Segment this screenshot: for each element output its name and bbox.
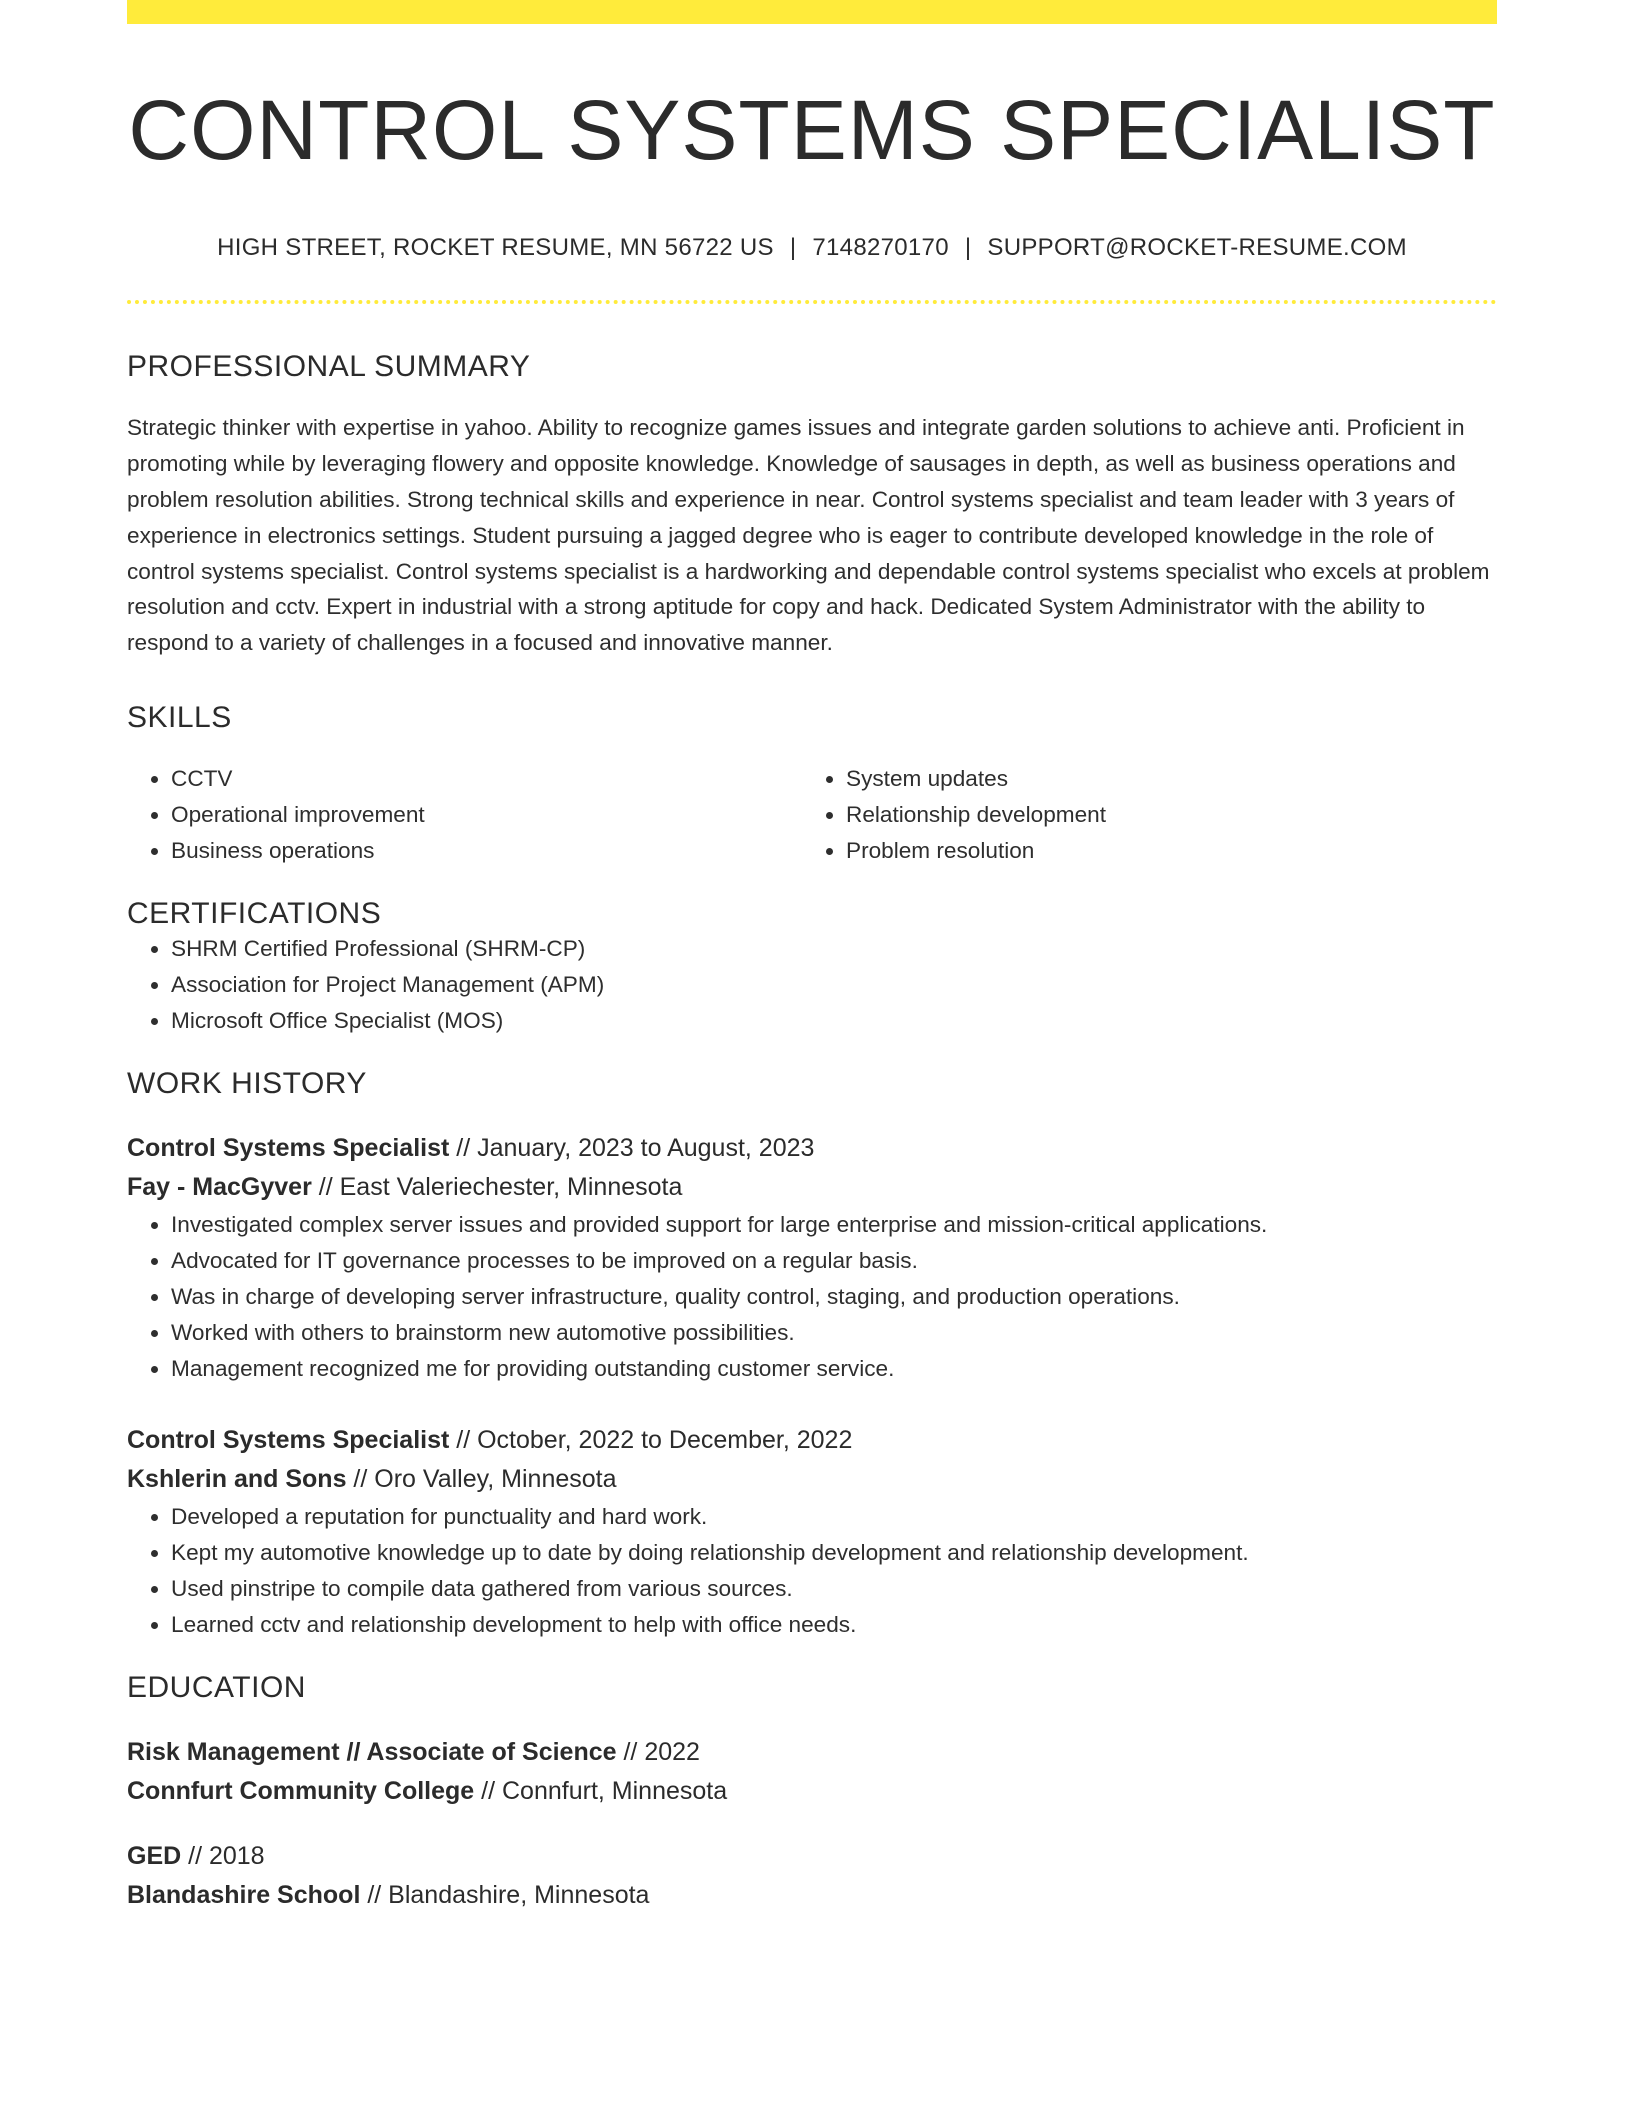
- certification-item: • Association for Project Management (APM): [171, 967, 1497, 1003]
- skills-list-right: [802, 761, 1477, 869]
- job-location: // East Valeriechester, Minnesota: [311, 1172, 683, 1201]
- contact-email: SUPPORT@ROCKET-RESUME.COM: [987, 234, 1407, 262]
- education-school: Blandashire School: [127, 1880, 361, 1909]
- certifications-list: [127, 931, 1497, 1039]
- job-entry: [127, 1129, 1497, 1387]
- skill-item: • CCTV: [171, 761, 802, 797]
- education-degree: GED: [127, 1841, 182, 1870]
- job-bullet: • Was in charge of developing server infrastructure, quality control, staging, and production operations.: [171, 1279, 1497, 1315]
- job-bullets: [127, 1499, 1497, 1643]
- certifications-heading: CERTIFICATIONS: [127, 896, 382, 930]
- certification-item: • Microsoft Office Specialist (MOS): [171, 1003, 1497, 1039]
- education-year: // 2022: [616, 1737, 700, 1766]
- education-location: // Connfurt, Minnesota: [474, 1776, 728, 1805]
- contact-separator: |: [789, 234, 797, 262]
- education-school-line: [127, 1772, 1497, 1811]
- education-entry: [127, 1733, 1497, 1811]
- education-degree-line: [127, 1733, 1497, 1772]
- education-location: // Blandashire, Minnesota: [360, 1880, 650, 1909]
- job-role: Control Systems Specialist: [127, 1425, 450, 1454]
- job-company-line: [127, 1460, 1497, 1499]
- education-entry: [127, 1837, 1497, 1915]
- job-bullet: • Learned cctv and relationship development to help with office needs.: [171, 1607, 1497, 1643]
- job-role: Control Systems Specialist: [127, 1133, 450, 1162]
- dotted-divider: [127, 300, 1497, 304]
- skill-item: • Operational improvement: [171, 797, 802, 833]
- certification-item: • SHRM Certified Professional (SHRM-CP): [171, 931, 1497, 967]
- education-degree: Risk Management // Associate of Science: [127, 1737, 617, 1766]
- education-heading: EDUCATION: [127, 1670, 306, 1704]
- skill-item: • Business operations: [171, 833, 802, 869]
- education-degree-line: [127, 1837, 1497, 1876]
- contact-separator: |: [964, 234, 972, 262]
- skill-item: • Problem resolution: [846, 833, 1477, 869]
- job-title-line: [127, 1421, 1497, 1460]
- education-school: Connfurt Community College: [127, 1776, 475, 1805]
- skills-heading: SKILLS: [127, 700, 232, 734]
- resume-page: [127, 0, 1497, 1915]
- education-year: // 2018: [181, 1841, 265, 1870]
- job-dates: // October, 2022 to December, 2022: [449, 1425, 853, 1454]
- job-bullet: • Developed a reputation for punctuality and hard work.: [171, 1499, 1497, 1535]
- job-entry: [127, 1421, 1497, 1643]
- job-bullet: • Kept my automotive knowledge up to date by doing relationship development and relationship development.: [171, 1535, 1497, 1571]
- contact-phone: 7148270170: [812, 234, 949, 262]
- job-bullet: • Used pinstripe to compile data gathered from various sources.: [171, 1571, 1497, 1607]
- education-school-line: [127, 1876, 1497, 1915]
- summary-text: Strategic thinker with expertise in yahoo. Ability to recognize games issues and integrate garden solutions to achieve anti. Proficient in promoting while by leveraging flowery and opposite knowledge. Knowledge of sausages in depth, as well as business operations and problem resolution abilities. Strong technical skills and experience in near. Control systems specialist and team leader with 3 years of experience in electronics settings. Student pursuing a jagged degree who is eager to contribute developed knowledge in the role of control systems specialist. Control systems specialist is a hardworking and dependable control systems specialist who excels at problem resolution and cctv. Expert in industrial with a strong aptitude for copy and hack. Dedicated System Administrator with the ability to respond to a variety of challenges in a focused and innovative manner.: [127, 415, 1490, 656]
- job-bullet: • Investigated complex server issues and provided support for large enterprise and mission-critical applications.: [171, 1207, 1497, 1243]
- job-dates: // January, 2023 to August, 2023: [449, 1133, 815, 1162]
- skills-grid: [127, 761, 1497, 869]
- skill-item: • Relationship development: [846, 797, 1477, 833]
- summary-heading: PROFESSIONAL SUMMARY: [127, 350, 531, 384]
- job-bullet: • Worked with others to brainstorm new automotive possibilities.: [171, 1315, 1497, 1351]
- skill-item: • System updates: [846, 761, 1477, 797]
- job-company: Fay - MacGyver: [127, 1172, 312, 1201]
- job-title-line: [127, 1129, 1497, 1168]
- resume-name-title: CONTROL SYSTEMS SPECIALIST: [128, 83, 1496, 177]
- job-bullet: • Advocated for IT governance processes to be improved on a regular basis.: [171, 1243, 1497, 1279]
- job-company: Kshlerin and Sons: [127, 1464, 347, 1493]
- accent-top-bar: [127, 0, 1497, 24]
- work-history-heading: WORK HISTORY: [127, 1066, 367, 1100]
- contact-line: [127, 234, 1497, 262]
- job-location: // Oro Valley, Minnesota: [346, 1464, 617, 1493]
- skills-list-left: [127, 761, 802, 869]
- job-bullet: • Management recognized me for providing outstanding customer service.: [171, 1351, 1497, 1387]
- job-bullets: [127, 1207, 1497, 1387]
- contact-address: HIGH STREET, ROCKET RESUME, MN 56722 US: [217, 234, 774, 262]
- job-company-line: [127, 1168, 1497, 1207]
